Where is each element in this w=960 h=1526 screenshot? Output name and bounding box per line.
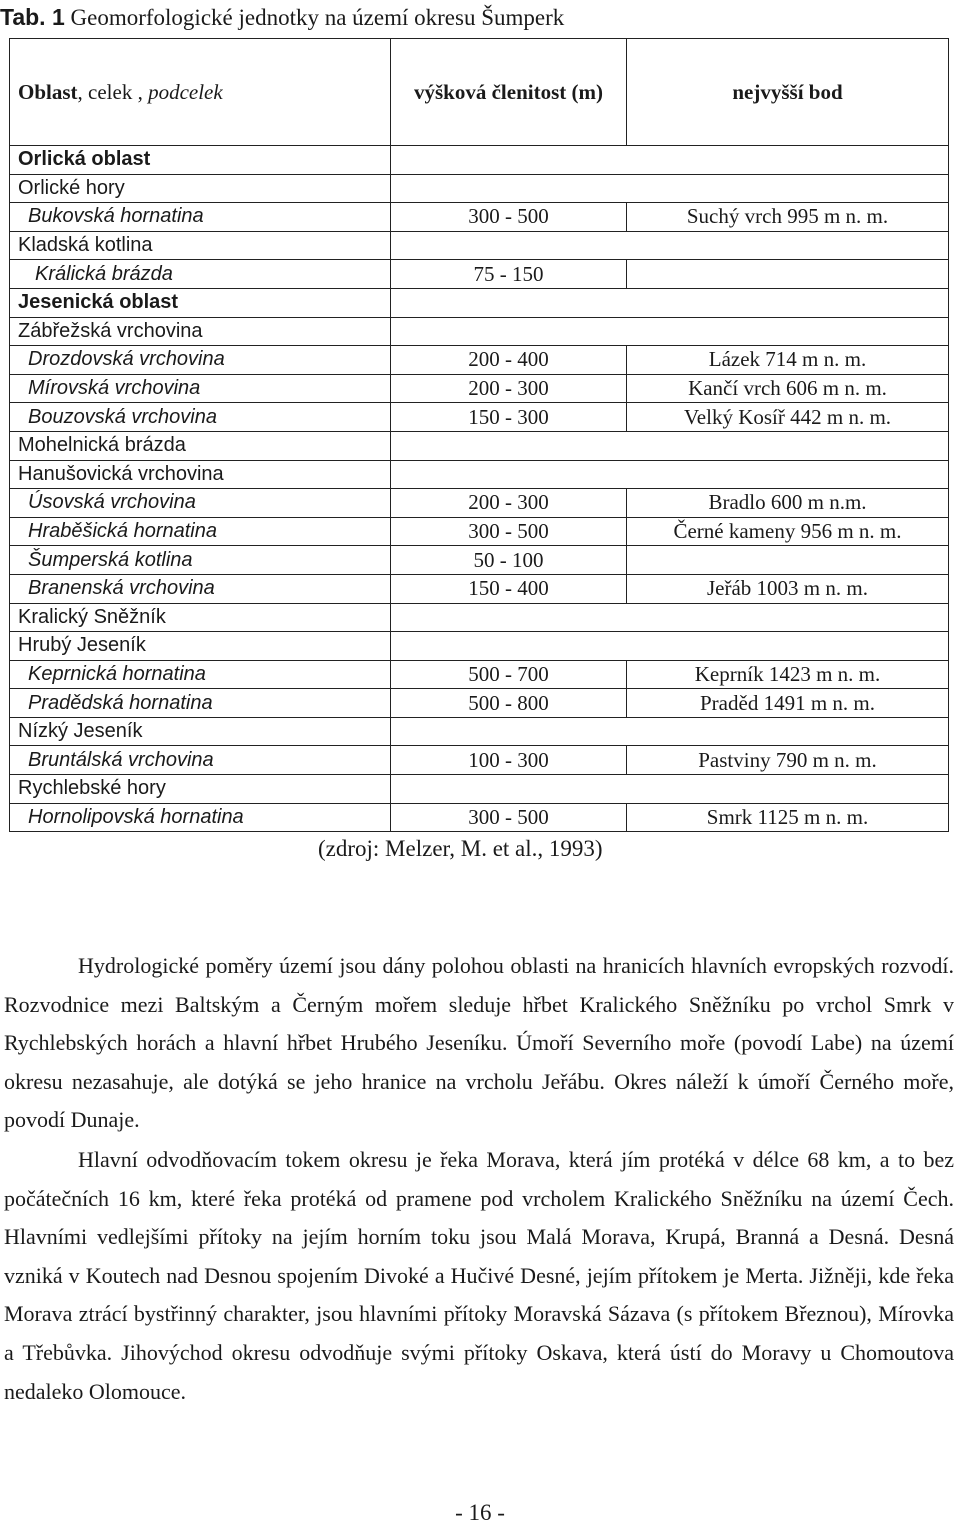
peak-cell [627,431,949,460]
page-number: - 16 - [455,1500,505,1525]
unit-name-cell: Orlické hory [10,174,391,203]
relief-cell: 50 - 100 [391,546,627,575]
table-header-row [10,39,949,146]
table-row [10,346,949,375]
unit-name-cell: Drozdovská vrchovina [10,346,391,375]
relief-cell [391,146,627,175]
table-caption [0,4,564,31]
peak-cell: Keprník 1423 m n. m. [627,660,949,689]
table-row [10,489,949,518]
table-row [10,632,949,661]
relief-cell [391,632,627,661]
relief-cell: 150 - 400 [391,574,627,603]
table-label: Tab. 1 [0,4,65,30]
peak-cell: Suchý vrch 995 m n. m. [627,203,949,232]
unit-name-cell: Bruntálská vrchovina [10,746,391,775]
peak-cell [627,260,949,289]
table-row [10,231,949,260]
header-unit: Oblast, celek , podcelek [10,39,391,146]
peak-cell [627,632,949,661]
table-title: Geomorfologické jednotky na území okresu Šumperk [70,5,565,30]
table-row [10,775,949,804]
peak-cell [627,174,949,203]
relief-cell: 300 - 500 [391,203,627,232]
table-row [10,260,949,289]
table-row [10,146,949,175]
unit-name-cell: Králická brázda [10,260,391,289]
unit-name-cell: Kladská kotlina [10,231,391,260]
peak-cell: Jeřáb 1003 m n. m. [627,574,949,603]
table-row [10,517,949,546]
relief-cell: 200 - 300 [391,489,627,518]
unit-name-cell: Hrubý Jeseník [10,632,391,661]
peak-cell: Lázek 714 m n. m. [627,346,949,375]
table-row [10,574,949,603]
unit-name-cell: Keprnická hornatina [10,660,391,689]
table-row [10,374,949,403]
relief-cell: 500 - 700 [391,660,627,689]
peak-cell [627,775,949,804]
unit-name-cell: Pradědská hornatina [10,689,391,718]
relief-cell [391,231,627,260]
relief-cell: 300 - 500 [391,803,627,832]
peak-cell [627,317,949,346]
unit-name-cell: Bouzovská vrchovina [10,403,391,432]
unit-name-cell: Hanušovická vrchovina [10,460,391,489]
table-row [10,460,949,489]
paragraph-morava: Hlavní odvodňovacím tokem okresu je řeka Morava, která jím protéká v délce 68 km, a to bez počátečních 16 km, které řeka protéká od pramene pod vrcholem Kralického Sněžníku na území Čech. Hlavními vedlejšími přítoky na jejím horním toku jsou Malá Morava, Krupá, Branná a Desná. Desná vzniká v Koutech nad Desnou spojením Divoké a Hučivé Desné, jejím přítokem je Merta. Jižněji, kde řeka Morava ztrácí bystřinný charakter, jsou hlavními přítoky Moravská Sázava (s přítokem Březnou), Mírovka a Třebůvka. Jihovýchod okresu odvodňuje svými přítoky Oskava, která ústí do Moravy u Chomoutova nedaleko Olomouce. [4,1147,954,1404]
header-peak: nejvyšší bod [627,39,949,146]
relief-cell: 200 - 300 [391,374,627,403]
unit-name-cell: Mírovská vrchovina [10,374,391,403]
peak-cell: Praděd 1491 m n. m. [627,689,949,718]
unit-name-cell: Kralický Sněžník [10,603,391,632]
table-row [10,689,949,718]
relief-cell [391,460,627,489]
unit-name-cell: Šumperská kotlina [10,546,391,575]
relief-cell [391,317,627,346]
relief-cell [391,603,627,632]
relief-cell: 75 - 150 [391,260,627,289]
relief-cell [391,288,627,317]
peak-cell: Pastviny 790 m n. m. [627,746,949,775]
table-row [10,660,949,689]
unit-name-cell: Hornolipovská hornatina [10,803,391,832]
relief-cell [391,431,627,460]
relief-cell: 100 - 300 [391,746,627,775]
unit-name-cell: Hraběšická hornatina [10,517,391,546]
table-row [10,431,949,460]
table-source: (zdroj: Melzer, M. et al., 1993) [318,836,603,861]
peak-cell: Smrk 1125 m n. m. [627,803,949,832]
peak-cell [627,603,949,632]
unit-name-cell: Úsovská vrchovina [10,489,391,518]
peak-cell: Černé kameny 956 m n. m. [627,517,949,546]
peak-cell: Bradlo 600 m n.m. [627,489,949,518]
unit-name-cell: Jesenická oblast [10,288,391,317]
unit-name-cell: Nízký Jeseník [10,717,391,746]
peak-cell [627,146,949,175]
peak-cell: Velký Kosíř 442 m n. m. [627,403,949,432]
table-row [10,717,949,746]
table-row [10,546,949,575]
relief-cell: 200 - 400 [391,346,627,375]
paragraph-hydrology: Hydrologické poměry území jsou dány polohou oblasti na hranicích hlavních evropských rozvodí. Rozvodnice mezi Baltským a Černým mořem sleduje hřbet Kralického Sněžníku po vrchol Smrk v Rychlebských horách a hlavní hřbet Hrubého Jeseníku. Úmoří Severního moře (povodí Labe) na území okresu nezasahuje, ale dotýká se jeho hranice na vrcholu Jeřábu. Okres náleží k úmoří Černého moře, povodí Dunaje. [4,953,954,1133]
table-row [10,603,949,632]
table-row [10,203,949,232]
table-row [10,317,949,346]
unit-name-cell: Mohelnická brázda [10,431,391,460]
peak-cell [627,546,949,575]
relief-cell [391,174,627,203]
unit-name-cell: Orlická oblast [10,146,391,175]
unit-name-cell: Branenská vrchovina [10,574,391,603]
relief-cell: 500 - 800 [391,689,627,718]
unit-name-cell: Bukovská hornatina [10,203,391,232]
unit-name-cell: Rychlebské hory [10,775,391,804]
peak-cell [627,288,949,317]
peak-cell [627,717,949,746]
relief-cell: 150 - 300 [391,403,627,432]
table-row [10,288,949,317]
header-relief: výšková členitost (m) [391,39,627,146]
peak-cell [627,460,949,489]
relief-cell: 300 - 500 [391,517,627,546]
geomorphology-table [9,38,949,832]
peak-cell: Kančí vrch 606 m n. m. [627,374,949,403]
relief-cell [391,717,627,746]
table-row [10,174,949,203]
table-row [10,746,949,775]
table-row [10,803,949,832]
unit-name-cell: Zábřežská vrchovina [10,317,391,346]
table-row [10,403,949,432]
peak-cell [627,231,949,260]
relief-cell [391,775,627,804]
